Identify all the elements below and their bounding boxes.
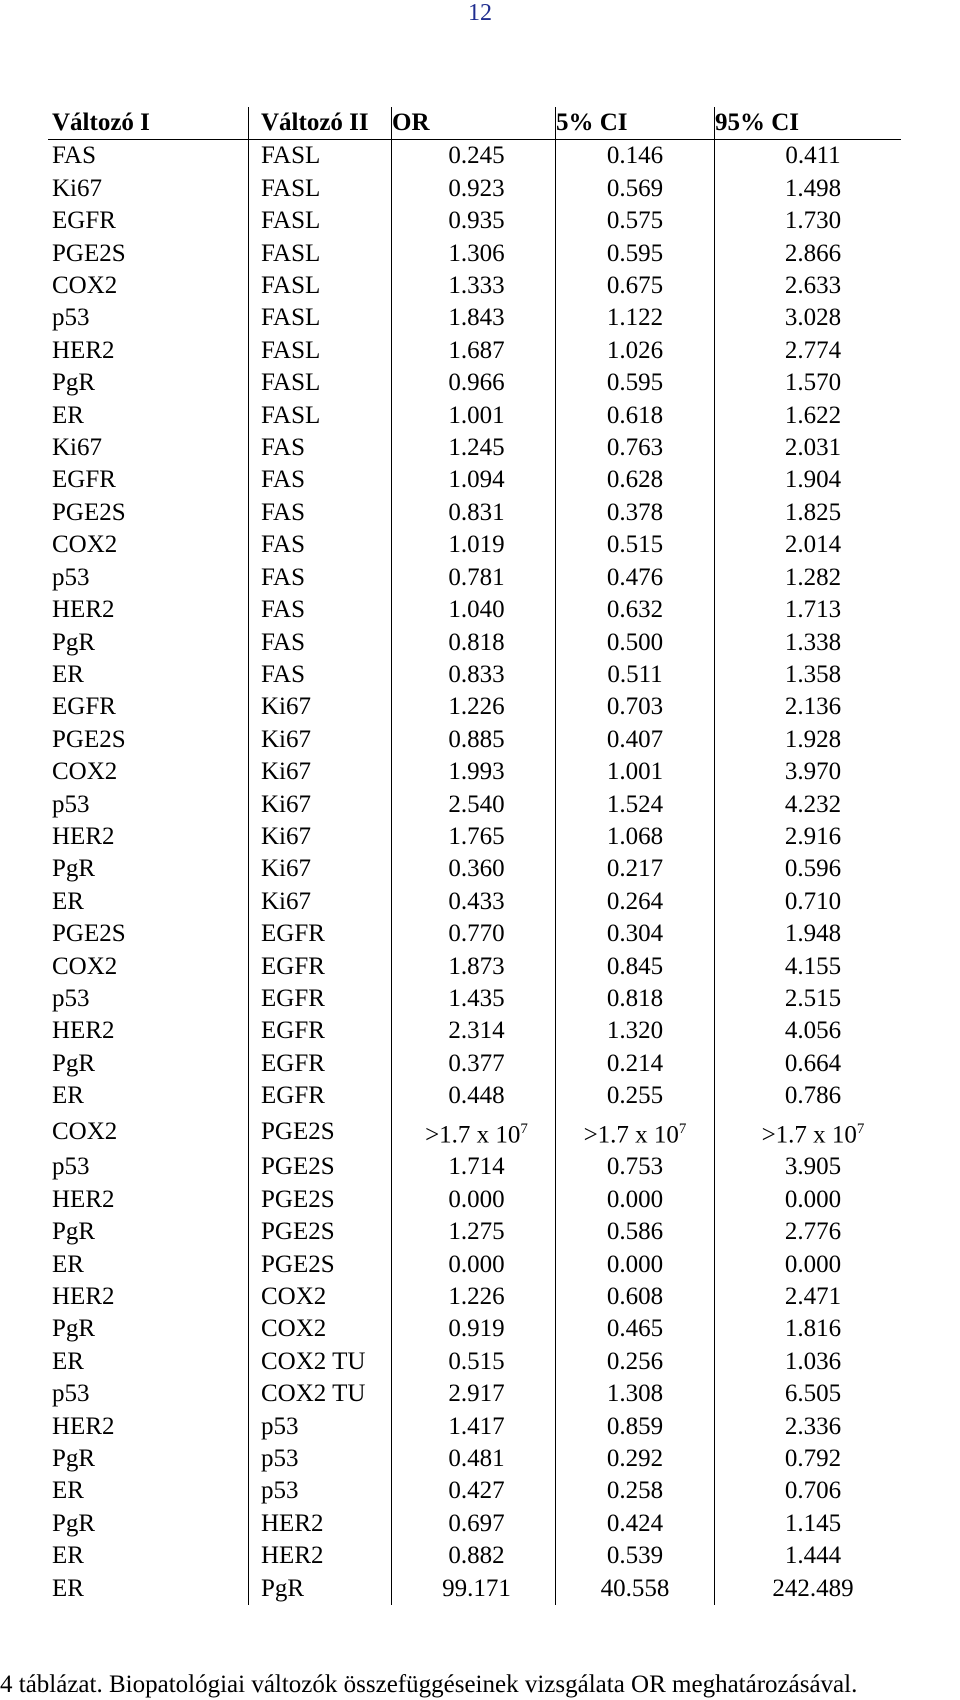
ci-5-cell: 0.500 bbox=[556, 627, 715, 659]
variable-2-cell: PGE2S bbox=[249, 1216, 392, 1248]
table-row bbox=[48, 335, 901, 367]
table-row bbox=[48, 1184, 901, 1216]
ci-5-cell: 1.320 bbox=[556, 1015, 715, 1047]
ci-95-cell: 2.136 bbox=[715, 691, 902, 723]
ci-95-cell: 1.622 bbox=[715, 400, 902, 432]
variable-1-cell: ER bbox=[52, 1347, 84, 1375]
or-cell: 1.843 bbox=[392, 302, 556, 334]
or-cell: 2.314 bbox=[392, 1015, 556, 1047]
variable-2-cell: EGFR bbox=[249, 983, 392, 1015]
table-row bbox=[48, 1151, 901, 1183]
variable-1-cell: COX2 bbox=[52, 531, 118, 559]
variable-1-cell: ER bbox=[52, 1542, 84, 1570]
or-cell: 1.714 bbox=[392, 1151, 556, 1183]
table-row bbox=[48, 367, 901, 399]
ci-5-cell: 0.575 bbox=[556, 205, 715, 237]
variable-2-cell: p53 bbox=[249, 1443, 392, 1475]
table-row bbox=[48, 529, 901, 561]
ci-5-cell: 0.407 bbox=[556, 724, 715, 756]
table-row bbox=[48, 1281, 901, 1313]
variable-1-cell: ER bbox=[52, 1477, 84, 1505]
or-cell: 0.360 bbox=[392, 853, 556, 885]
ci-5-cell: 0.763 bbox=[556, 432, 715, 464]
ci-95-cell: 1.145 bbox=[715, 1508, 902, 1540]
table-row bbox=[48, 464, 901, 496]
variable-2-cell: FAS bbox=[249, 594, 392, 626]
or-cell: 0.935 bbox=[392, 205, 556, 237]
variable-2-cell: PGE2S bbox=[249, 1184, 392, 1216]
table-row bbox=[48, 1015, 901, 1047]
ci-5-cell: 0.515 bbox=[556, 529, 715, 561]
variable-1-cell: HER2 bbox=[52, 1412, 115, 1440]
table-body bbox=[48, 140, 901, 1605]
or-cell: 0.770 bbox=[392, 918, 556, 950]
ci-95-cell: 0.596 bbox=[715, 853, 902, 885]
variable-2-cell: FAS bbox=[249, 659, 392, 691]
ci-5-cell: 0.476 bbox=[556, 562, 715, 594]
variable-2-cell: p53 bbox=[249, 1411, 392, 1443]
variable-2-cell: FAS bbox=[249, 464, 392, 496]
ci-95-cell: 0.786 bbox=[715, 1080, 902, 1112]
ci-95-cell: 6.505 bbox=[715, 1378, 902, 1410]
header-variable-1: Változó I bbox=[48, 107, 249, 140]
variable-2-cell: EGFR bbox=[249, 1015, 392, 1047]
ci-5-cell: 40.558 bbox=[556, 1573, 715, 1605]
ci-5-cell: >1.7 x $10^7$ bbox=[556, 1113, 715, 1152]
ci-5-cell: 0.859 bbox=[556, 1411, 715, 1443]
variable-1-cell: p53 bbox=[52, 984, 90, 1012]
ci-95-cell: 3.028 bbox=[715, 302, 902, 334]
variable-2-cell: Ki67 bbox=[249, 724, 392, 756]
table-row bbox=[48, 400, 901, 432]
variable-1-cell: ER bbox=[52, 1250, 84, 1278]
variable-1-cell: PgR bbox=[52, 1315, 96, 1343]
or-cell: 1.687 bbox=[392, 335, 556, 367]
variable-1-cell: PGE2S bbox=[52, 498, 126, 526]
ci-5-cell: 1.524 bbox=[556, 789, 715, 821]
or-cell: 0.818 bbox=[392, 627, 556, 659]
ci-95-cell: >1.7 x $10^7$ bbox=[715, 1113, 902, 1152]
table-row bbox=[48, 627, 901, 659]
variable-1-cell: FAS bbox=[52, 142, 97, 170]
variable-1-cell: EGFR bbox=[52, 466, 116, 494]
ci-5-cell: 0.378 bbox=[556, 497, 715, 529]
table-row bbox=[48, 1048, 901, 1080]
table-row bbox=[48, 1573, 901, 1605]
table-row bbox=[48, 1540, 901, 1572]
or-cell: 0.000 bbox=[392, 1249, 556, 1281]
ci-95-cell: 3.970 bbox=[715, 756, 902, 788]
variable-1-cell: PgR bbox=[52, 369, 96, 397]
table-row bbox=[48, 1313, 901, 1345]
variable-2-cell: EGFR bbox=[249, 918, 392, 950]
ci-95-cell: 0.411 bbox=[715, 140, 902, 173]
ci-5-cell: 0.539 bbox=[556, 1540, 715, 1572]
variable-2-cell: EGFR bbox=[249, 1048, 392, 1080]
table-caption: 4 táblázat. Biopatológiai változók összefüggéseinek vizsgálata OR meghatározásával. bbox=[0, 1671, 858, 1698]
variable-1-cell: COX2 bbox=[52, 272, 118, 300]
variable-2-cell: Ki67 bbox=[249, 821, 392, 853]
ci-5-cell: 0.214 bbox=[556, 1048, 715, 1080]
ci-95-cell: 1.570 bbox=[715, 367, 902, 399]
or-cell: 1.993 bbox=[392, 756, 556, 788]
or-cell: 0.831 bbox=[392, 497, 556, 529]
variable-1-cell: p53 bbox=[52, 1380, 90, 1408]
ci-95-cell: 1.444 bbox=[715, 1540, 902, 1572]
or-cell: 1.226 bbox=[392, 691, 556, 723]
ci-95-cell: 2.471 bbox=[715, 1281, 902, 1313]
ci-95-cell: 1.498 bbox=[715, 173, 902, 205]
or-cell: 0.515 bbox=[392, 1346, 556, 1378]
ci-95-cell: 1.036 bbox=[715, 1346, 902, 1378]
variable-1-cell: HER2 bbox=[52, 1017, 115, 1045]
table-row bbox=[48, 918, 901, 950]
variable-2-cell: p53 bbox=[249, 1475, 392, 1507]
ci-95-cell: 2.014 bbox=[715, 529, 902, 561]
variable-2-cell: COX2 TU bbox=[249, 1346, 392, 1378]
ci-5-cell: 0.632 bbox=[556, 594, 715, 626]
table-row bbox=[48, 1411, 901, 1443]
variable-1-cell: HER2 bbox=[52, 1282, 115, 1310]
ci-95-cell: 4.056 bbox=[715, 1015, 902, 1047]
ci-95-cell: 2.031 bbox=[715, 432, 902, 464]
variable-1-cell: ER bbox=[52, 401, 84, 429]
variable-1-cell: PGE2S bbox=[52, 239, 126, 267]
variable-1-cell: PgR bbox=[52, 855, 96, 883]
table-row bbox=[48, 1216, 901, 1248]
header-or: OR bbox=[392, 107, 556, 140]
table-row bbox=[48, 432, 901, 464]
variable-1-cell: PgR bbox=[52, 1049, 96, 1077]
variable-2-cell: FASL bbox=[249, 302, 392, 334]
or-cell: 0.923 bbox=[392, 173, 556, 205]
table-row bbox=[48, 789, 901, 821]
table-row bbox=[48, 205, 901, 237]
or-cell: 2.540 bbox=[392, 789, 556, 821]
or-cell: 1.040 bbox=[392, 594, 556, 626]
variable-2-cell: PgR bbox=[249, 1573, 392, 1605]
ci-5-cell: 0.618 bbox=[556, 400, 715, 432]
or-cell: 0.966 bbox=[392, 367, 556, 399]
ci-5-cell: 0.628 bbox=[556, 464, 715, 496]
ci-5-cell: 0.264 bbox=[556, 886, 715, 918]
ci-5-cell: 0.258 bbox=[556, 1475, 715, 1507]
or-cell: 0.000 bbox=[392, 1184, 556, 1216]
ci-5-cell: 0.465 bbox=[556, 1313, 715, 1345]
ci-95-cell: 1.730 bbox=[715, 205, 902, 237]
table-row bbox=[48, 1508, 901, 1540]
variable-2-cell: PGE2S bbox=[249, 1113, 392, 1152]
variable-1-cell: PgR bbox=[52, 1509, 96, 1537]
table-row bbox=[48, 562, 901, 594]
variable-2-cell: FAS bbox=[249, 562, 392, 594]
or-cell: 0.448 bbox=[392, 1080, 556, 1112]
ci-5-cell: 1.122 bbox=[556, 302, 715, 334]
table-row bbox=[48, 659, 901, 691]
table-row bbox=[48, 238, 901, 270]
variable-2-cell: PGE2S bbox=[249, 1249, 392, 1281]
ci-5-cell: 1.026 bbox=[556, 335, 715, 367]
variable-2-cell: FASL bbox=[249, 335, 392, 367]
variable-1-cell: ER bbox=[52, 1082, 84, 1110]
or-cell: 0.697 bbox=[392, 1508, 556, 1540]
ci-95-cell: 1.928 bbox=[715, 724, 902, 756]
variable-2-cell: Ki67 bbox=[249, 886, 392, 918]
ci-5-cell: 0.569 bbox=[556, 173, 715, 205]
ci-95-cell: 1.713 bbox=[715, 594, 902, 626]
or-cell: 1.226 bbox=[392, 1281, 556, 1313]
variable-1-cell: ER bbox=[52, 1574, 84, 1602]
ci-95-cell: 0.706 bbox=[715, 1475, 902, 1507]
ci-5-cell: 0.304 bbox=[556, 918, 715, 950]
variable-1-cell: p53 bbox=[52, 790, 90, 818]
or-cell: 1.765 bbox=[392, 821, 556, 853]
ci-95-cell: 4.155 bbox=[715, 951, 902, 983]
variable-2-cell: HER2 bbox=[249, 1540, 392, 1572]
table-row bbox=[48, 886, 901, 918]
variable-2-cell: FASL bbox=[249, 205, 392, 237]
variable-1-cell: HER2 bbox=[52, 336, 115, 364]
or-cell: 2.917 bbox=[392, 1378, 556, 1410]
variable-1-cell: EGFR bbox=[52, 693, 116, 721]
or-cell: 0.919 bbox=[392, 1313, 556, 1345]
table-row bbox=[48, 1443, 901, 1475]
ci-5-cell: 0.586 bbox=[556, 1216, 715, 1248]
ci-95-cell: 0.710 bbox=[715, 886, 902, 918]
table-row bbox=[48, 756, 901, 788]
table-row bbox=[48, 724, 901, 756]
ci-5-cell: 0.595 bbox=[556, 238, 715, 270]
variable-1-cell: p53 bbox=[52, 304, 90, 332]
variable-1-cell: PgR bbox=[52, 1218, 96, 1246]
or-cell: >1.7 x $10^7$ bbox=[392, 1113, 556, 1152]
or-cell: 0.781 bbox=[392, 562, 556, 594]
or-cell: 0.833 bbox=[392, 659, 556, 691]
variable-1-cell: COX2 bbox=[52, 758, 118, 786]
variable-2-cell: Ki67 bbox=[249, 853, 392, 885]
variable-2-cell: Ki67 bbox=[249, 691, 392, 723]
variable-2-cell: FAS bbox=[249, 432, 392, 464]
ci-5-cell: 0.595 bbox=[556, 367, 715, 399]
variable-1-cell: PgR bbox=[52, 1444, 96, 1472]
ci-95-cell: 2.515 bbox=[715, 983, 902, 1015]
or-cell: 1.333 bbox=[392, 270, 556, 302]
variable-2-cell: FASL bbox=[249, 367, 392, 399]
ci-5-cell: 0.424 bbox=[556, 1508, 715, 1540]
variable-2-cell: FAS bbox=[249, 497, 392, 529]
ci-5-cell: 0.217 bbox=[556, 853, 715, 885]
ci-5-cell: 0.608 bbox=[556, 1281, 715, 1313]
or-cell: 1.019 bbox=[392, 529, 556, 561]
or-cell: 0.433 bbox=[392, 886, 556, 918]
ci-95-cell: 2.916 bbox=[715, 821, 902, 853]
variable-1-cell: ER bbox=[52, 887, 84, 915]
or-cell: 1.001 bbox=[392, 400, 556, 432]
variable-2-cell: EGFR bbox=[249, 1080, 392, 1112]
header-ci-95: 95% CI bbox=[715, 107, 902, 140]
variable-2-cell: COX2 TU bbox=[249, 1378, 392, 1410]
ci-95-cell: 2.336 bbox=[715, 1411, 902, 1443]
ci-95-cell: 1.282 bbox=[715, 562, 902, 594]
variable-1-cell: p53 bbox=[52, 1153, 90, 1181]
ci-95-cell: 0.792 bbox=[715, 1443, 902, 1475]
variable-1-cell: COX2 bbox=[52, 1117, 118, 1145]
table-row bbox=[48, 1378, 901, 1410]
variable-2-cell: COX2 bbox=[249, 1313, 392, 1345]
table-row bbox=[48, 173, 901, 205]
ci-95-cell: 0.664 bbox=[715, 1048, 902, 1080]
or-cell: 0.245 bbox=[392, 140, 556, 173]
variable-2-cell: HER2 bbox=[249, 1508, 392, 1540]
variable-1-cell: Ki67 bbox=[52, 434, 102, 462]
table-row bbox=[48, 1113, 901, 1152]
or-cell: 0.377 bbox=[392, 1048, 556, 1080]
variable-1-cell: Ki67 bbox=[52, 174, 102, 202]
or-cell: 0.427 bbox=[392, 1475, 556, 1507]
variable-1-cell: HER2 bbox=[52, 1185, 115, 1213]
table-row bbox=[48, 1346, 901, 1378]
ci-95-cell: 1.358 bbox=[715, 659, 902, 691]
ci-95-cell: 2.776 bbox=[715, 1216, 902, 1248]
variable-2-cell: FAS bbox=[249, 627, 392, 659]
ci-95-cell: 242.489 bbox=[715, 1573, 902, 1605]
ci-95-cell: 2.866 bbox=[715, 238, 902, 270]
variable-2-cell: FASL bbox=[249, 173, 392, 205]
header-ci-5: 5% CI bbox=[556, 107, 715, 140]
ci-95-cell: 4.232 bbox=[715, 789, 902, 821]
variable-2-cell: FASL bbox=[249, 140, 392, 173]
ci-95-cell: 0.000 bbox=[715, 1249, 902, 1281]
table-row bbox=[48, 270, 901, 302]
variable-2-cell: FASL bbox=[249, 238, 392, 270]
variable-1-cell: COX2 bbox=[52, 952, 118, 980]
ci-95-cell: 2.633 bbox=[715, 270, 902, 302]
variable-2-cell: FASL bbox=[249, 270, 392, 302]
variable-1-cell: PGE2S bbox=[52, 725, 126, 753]
variable-2-cell: FASL bbox=[249, 400, 392, 432]
or-cell: 1.245 bbox=[392, 432, 556, 464]
ci-95-cell: 0.000 bbox=[715, 1184, 902, 1216]
table-row bbox=[48, 1475, 901, 1507]
variable-1-cell: ER bbox=[52, 660, 84, 688]
table-row bbox=[48, 691, 901, 723]
or-cell: 0.885 bbox=[392, 724, 556, 756]
ci-5-cell: 1.001 bbox=[556, 756, 715, 788]
odds-ratio-table bbox=[48, 107, 901, 1605]
table-row bbox=[48, 951, 901, 983]
ci-5-cell: 0.753 bbox=[556, 1151, 715, 1183]
variable-2-cell: FAS bbox=[249, 529, 392, 561]
variable-2-cell: PGE2S bbox=[249, 1151, 392, 1183]
or-cell: 1.094 bbox=[392, 464, 556, 496]
or-cell: 99.171 bbox=[392, 1573, 556, 1605]
ci-5-cell: 0.703 bbox=[556, 691, 715, 723]
ci-5-cell: 0.845 bbox=[556, 951, 715, 983]
ci-5-cell: 1.068 bbox=[556, 821, 715, 853]
ci-5-cell: 0.292 bbox=[556, 1443, 715, 1475]
ci-5-cell: 0.675 bbox=[556, 270, 715, 302]
table-row bbox=[48, 1249, 901, 1281]
ci-95-cell: 1.338 bbox=[715, 627, 902, 659]
table-row bbox=[48, 497, 901, 529]
or-cell: 1.873 bbox=[392, 951, 556, 983]
table-row bbox=[48, 594, 901, 626]
variable-2-cell: Ki67 bbox=[249, 789, 392, 821]
table-header-row bbox=[48, 107, 901, 140]
or-cell: 0.481 bbox=[392, 1443, 556, 1475]
ci-5-cell: 0.818 bbox=[556, 983, 715, 1015]
variable-2-cell: Ki67 bbox=[249, 756, 392, 788]
or-cell: 1.275 bbox=[392, 1216, 556, 1248]
variable-2-cell: EGFR bbox=[249, 951, 392, 983]
ci-5-cell: 0.511 bbox=[556, 659, 715, 691]
or-cell: 1.435 bbox=[392, 983, 556, 1015]
ci-5-cell: 0.000 bbox=[556, 1249, 715, 1281]
ci-5-cell: 0.256 bbox=[556, 1346, 715, 1378]
variable-2-cell: COX2 bbox=[249, 1281, 392, 1313]
ci-5-cell: 0.146 bbox=[556, 140, 715, 173]
ci-5-cell: 1.308 bbox=[556, 1378, 715, 1410]
variable-1-cell: HER2 bbox=[52, 822, 115, 850]
ci-95-cell: 1.948 bbox=[715, 918, 902, 950]
or-cell: 0.882 bbox=[392, 1540, 556, 1572]
header-variable-2: Változó II bbox=[249, 107, 392, 140]
ci-5-cell: 0.255 bbox=[556, 1080, 715, 1112]
table-row bbox=[48, 1080, 901, 1112]
or-cell: 1.417 bbox=[392, 1411, 556, 1443]
table-row bbox=[48, 983, 901, 1015]
table-row bbox=[48, 853, 901, 885]
variable-1-cell: EGFR bbox=[52, 207, 116, 235]
variable-1-cell: p53 bbox=[52, 563, 90, 591]
variable-1-cell: HER2 bbox=[52, 596, 115, 624]
ci-95-cell: 3.905 bbox=[715, 1151, 902, 1183]
ci-95-cell: 1.904 bbox=[715, 464, 902, 496]
table-row bbox=[48, 140, 901, 173]
table-row bbox=[48, 821, 901, 853]
ci-95-cell: 2.774 bbox=[715, 335, 902, 367]
table-row bbox=[48, 302, 901, 334]
ci-5-cell: 0.000 bbox=[556, 1184, 715, 1216]
ci-95-cell: 1.816 bbox=[715, 1313, 902, 1345]
or-cell: 1.306 bbox=[392, 238, 556, 270]
variable-1-cell: PGE2S bbox=[52, 920, 126, 948]
ci-95-cell: 1.825 bbox=[715, 497, 902, 529]
variable-1-cell: PgR bbox=[52, 628, 96, 656]
page-number: 12 bbox=[468, 0, 492, 26]
